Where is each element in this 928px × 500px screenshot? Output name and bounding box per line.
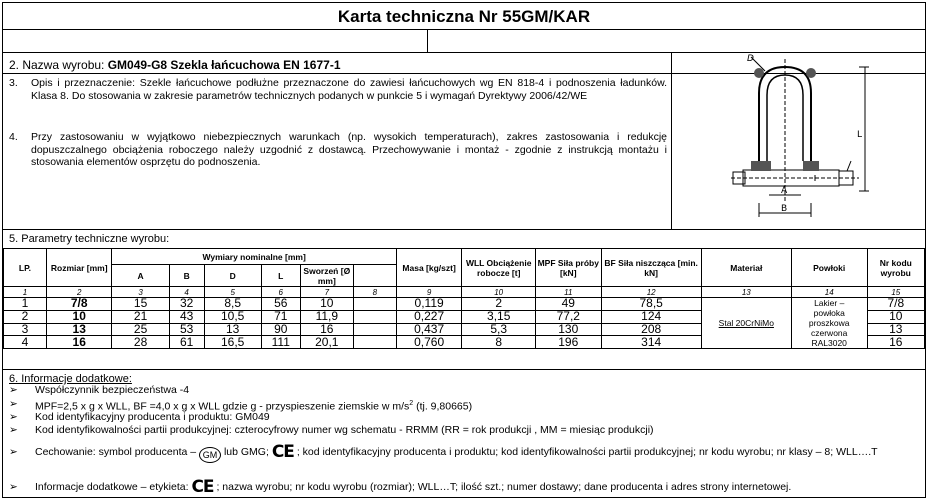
parameters-table (3, 248, 925, 349)
cell-bf: 314 (601, 336, 701, 349)
cell-lp: 1 (4, 298, 47, 311)
cell-a: 25 (112, 323, 169, 336)
cell-empty (353, 336, 396, 349)
bullet-arrow-icon: ➢ (9, 384, 18, 396)
cell-empty (353, 298, 396, 311)
col-lp: LP. (4, 249, 47, 287)
cell-bf: 208 (601, 323, 701, 336)
cell-mpf: 196 (536, 336, 601, 349)
col-size: Rozmiar [mm] (46, 249, 111, 287)
header-row (4, 249, 925, 265)
product-name: GM049-G8 Szekla łańcuchowa EN 1677-1 (107, 58, 341, 72)
col-wll: WLL Obciążenie robocze [t] (462, 249, 536, 287)
description-item (9, 131, 667, 169)
item-text: Przy zastosowaniu w wyjątkowo niebezpiecznych warunkach (np. wysokich temperaturach), zakres zastosowania i redukcję dopuszczalnego obciążenia roboczego należy uzgodnić z dostawcą. Przechowywanie i montaż - zgodnie z instrukcją montażu i stosowania elementów osprzętu do podnoszenia. (31, 131, 667, 168)
index-cell: 14 (791, 287, 867, 298)
cell-a: 15 (112, 298, 169, 311)
info-item (9, 442, 921, 463)
ce-mark-icon: CE (271, 442, 294, 462)
cell-mass: 0,119 (396, 298, 461, 311)
cell-lp: 4 (4, 336, 47, 349)
dim-b-label: B (781, 204, 788, 214)
index-cell: 6 (261, 287, 300, 298)
dim-l-label: L (857, 130, 863, 140)
divider (427, 29, 428, 52)
info-text (35, 477, 921, 497)
gm-logo-icon: GM (199, 447, 221, 463)
col-pin: Sworzeń [Ø mm] (300, 265, 353, 287)
col-a: A (112, 265, 169, 287)
cell-b: 61 (169, 336, 204, 349)
cell-mpf: 77,2 (536, 310, 601, 323)
cell-b: 32 (169, 298, 204, 311)
col-code: Nr kodu wyrobu (867, 249, 924, 287)
cell-code: 13 (867, 323, 924, 336)
cell-mpf: 49 (536, 298, 601, 311)
cell-pin: 20,1 (300, 336, 353, 349)
index-cell: 11 (536, 287, 601, 298)
item-number: 3. (9, 77, 18, 89)
index-cell: 4 (169, 287, 204, 298)
cell-mass: 0,227 (396, 310, 461, 323)
cell-pin: 16 (300, 323, 353, 336)
index-cell: 7 (300, 287, 353, 298)
cell-mpf: 130 (536, 323, 601, 336)
index-cell: 15 (867, 287, 924, 298)
cell-empty (353, 310, 396, 323)
description-item (9, 77, 667, 102)
bullet-arrow-icon: ➢ (9, 481, 18, 493)
info-text-part: MPF=2,5 x g x WLL, BF =4,0 x g x WLL gdzie g - przyspieszenie ziemskie w m/s (35, 400, 410, 413)
cell-d: 13 (204, 323, 261, 336)
item-number: 4. (9, 131, 18, 143)
index-cell: 10 (462, 287, 536, 298)
cell-lp: 3 (4, 323, 47, 336)
info-item (9, 411, 270, 423)
dim-d-label: D (747, 54, 754, 64)
cell-code: 16 (867, 336, 924, 349)
cell-pin: 10 (300, 298, 353, 311)
cell-material: Stal 20CrNiMo (701, 298, 791, 349)
item-text: Opis i przeznaczenie: Szekle łańcuchowe podłużne przeznaczone do zawiesi łańcuchowych wg EN 818-4 i podnoszenia ładunków. Klasa 8. Do stosowania w zakresie parametrów technicznych podanych w punkcie 5 i wymagań Dyrektywy 2006/42/WE (31, 77, 667, 102)
cell-bf: 78,5 (601, 298, 701, 311)
info-title: 6. Informacje dodatkowe: (9, 373, 132, 385)
cell-a: 21 (112, 310, 169, 323)
product-name-row (9, 58, 341, 72)
cell-l: 71 (261, 310, 300, 323)
info-text-part: ; nazwa wyrobu; nr kodu wyrobu (rozmiar); WLL…T; ilość szt.; numer dostawy; dane producenta i adres strony internetowej. (216, 481, 792, 493)
cell-l: 111 (261, 336, 300, 349)
col-material: Materiał (701, 249, 791, 287)
cell-wll: 2 (462, 298, 536, 311)
info-text-part: Cechowanie: symbol producenta – (35, 446, 197, 458)
cell-empty (353, 323, 396, 336)
shackle-drawing (731, 53, 871, 223)
cell-d: 8,5 (204, 298, 261, 311)
cell-mass: 0,437 (396, 323, 461, 336)
dim-a-label: A (781, 186, 788, 196)
info-text-part: lub GMG; (223, 446, 269, 458)
info-text-part: (tj. 9,80665) (416, 400, 473, 413)
col-l: L (261, 265, 300, 287)
page-title: Karta techniczna Nr 55GM/KAR (337, 7, 591, 26)
bullet-arrow-icon: ➢ (9, 398, 18, 410)
index-cell: 8 (353, 287, 396, 298)
info-text: Kod identyfikacyjny producenta i produktu: GM049 (35, 411, 270, 423)
cell-size: 13 (46, 323, 111, 336)
col-bf: BF Siła niszcząca [min. kN] (601, 249, 701, 287)
col-dims: Wymiary nominalne [mm] (112, 249, 396, 265)
divider (671, 52, 672, 229)
bullet-arrow-icon: ➢ (9, 424, 18, 436)
col-d: D (204, 265, 261, 287)
col-mass: Masa [kg/szt] (396, 249, 461, 287)
index-cell: 3 (112, 287, 169, 298)
index-cell: 1 (4, 287, 47, 298)
index-cell: 9 (396, 287, 461, 298)
info-text: Współczynnik bezpieczeństwa -4 (35, 384, 190, 396)
info-text: Kod identyfikowalności partii produkcyjnej: czterocyfrowy numer wg schematu - RRMM (RR = rok produkcji , MM = miesiąc produkcji) (35, 424, 654, 436)
col-mpf: MPF Siła próby [kN] (536, 249, 601, 287)
index-cell: 2 (46, 287, 111, 298)
cell-size: 7/8 (46, 298, 111, 311)
col-empty (353, 265, 396, 287)
info-item (9, 477, 921, 497)
cell-code: 10 (867, 310, 924, 323)
cell-b: 43 (169, 310, 204, 323)
cell-bf: 124 (601, 310, 701, 323)
bullet-arrow-icon: ➢ (9, 446, 18, 458)
superscript: 2 (409, 400, 414, 407)
cell-wll: 8 (462, 336, 536, 349)
col-b: B (169, 265, 204, 287)
cell-a: 28 (112, 336, 169, 349)
index-cell: 12 (601, 287, 701, 298)
info-item (9, 384, 189, 396)
params-title: 5. Parametry techniczne wyrobu: (9, 233, 170, 245)
cell-size: 10 (46, 310, 111, 323)
product-label: 2. Nazwa wyrobu: (9, 58, 108, 72)
cell-l: 56 (261, 298, 300, 311)
cell-coating: Lakier – powłoka proszkowa czerwona RAL3020 (791, 298, 867, 349)
cell-mass: 0,760 (396, 336, 461, 349)
info-text-part: Informacje dodatkowe – etykieta: (35, 481, 189, 493)
cell-wll: 5,3 (462, 323, 536, 336)
ce-mark-icon: CE (191, 477, 214, 497)
divider (3, 229, 925, 230)
col-coating: Powłoki (791, 249, 867, 287)
bullet-arrow-icon: ➢ (9, 411, 18, 423)
cell-d: 16,5 (204, 336, 261, 349)
index-cell: 5 (204, 287, 261, 298)
cell-code: 7/8 (867, 298, 924, 311)
cell-wll: 3,15 (462, 310, 536, 323)
divider (3, 29, 925, 30)
info-item (9, 424, 654, 436)
cell-l: 90 (261, 323, 300, 336)
info-text-part: ; kod identyfikacyjny producenta i produktu; kod identyfikowalności partii produkcyjnej; nr kodu wyrobu; nr klasy – 8; WLL….T (296, 446, 878, 458)
divider (3, 369, 925, 370)
technical-card (2, 2, 926, 498)
info-text (35, 442, 921, 463)
cell-b: 53 (169, 323, 204, 336)
cell-size: 16 (46, 336, 111, 349)
cell-lp: 2 (4, 310, 47, 323)
cell-pin: 11,9 (300, 310, 353, 323)
cell-d: 10,5 (204, 310, 261, 323)
index-cell: 13 (701, 287, 791, 298)
